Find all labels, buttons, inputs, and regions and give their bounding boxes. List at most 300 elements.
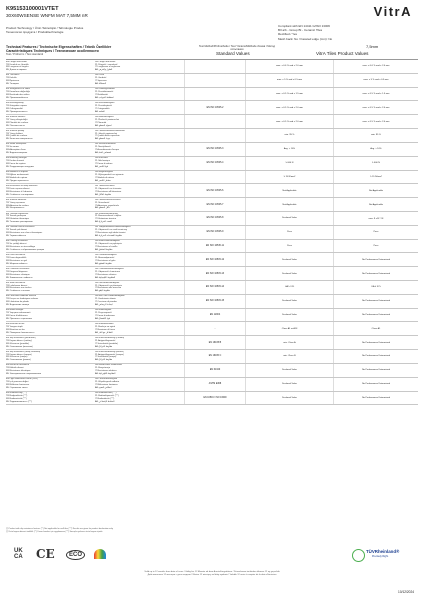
property-lang-column (6, 199, 95, 211)
vitra-value: Class A1 (333, 322, 418, 335)
standard-value: Declared Value (245, 309, 333, 322)
table-row (6, 101, 418, 115)
footnotes (6, 528, 418, 534)
standard-value: Declared Value (245, 378, 333, 391)
property-label: TR Kimyasal dayanım (6, 270, 28, 273)
property-label: AR استقامة الجوانب (95, 96, 114, 99)
vitra-value: No Performance Determined (333, 350, 418, 363)
vitra-value: No Performance Determined (333, 336, 418, 349)
property-label: RU Толщина (6, 83, 19, 86)
property-name (6, 171, 184, 184)
property-name (6, 350, 184, 363)
property-label: EN Radioactivity (***) (6, 392, 27, 395)
property-label: PL Grubość (95, 77, 107, 80)
property-label: IT Radioattività (***) (95, 397, 115, 400)
property-label: TR Lekelenme direnci (6, 284, 28, 287)
property-label: PL Prostoliniowość (95, 91, 114, 94)
property-label: FR Libération de plomb (6, 301, 29, 304)
property-name (6, 309, 184, 322)
property-label: AR معامل الكسر (95, 179, 111, 182)
property-label: EN Surface quality (6, 129, 25, 132)
vitra-value: No Performance Determined (333, 267, 418, 280)
tuv-slogan: Precisely Right. (372, 555, 389, 558)
property-name (6, 157, 184, 170)
footnote: (*) Ürün kayma direnci özellikli: (**) Duvar karoları için uygulanmaz (***) Sonuçlar yalnızca ürün beyanı içindir. (6, 530, 103, 533)
property-lang-column (6, 102, 95, 114)
property-label: IT Qualità della superficie (95, 135, 120, 138)
tech-table (6, 59, 418, 405)
property-lang-column (6, 364, 95, 376)
property-label: DE Rechtwinkligkeit (95, 102, 115, 105)
property-name (6, 322, 184, 335)
property-label: PL Antypoślizgowość (95, 339, 116, 342)
property-name (6, 364, 184, 377)
property-label: DE Dicke (95, 74, 105, 77)
table-row (6, 322, 418, 336)
vitra-value: Pass (333, 226, 418, 239)
property-lang-column (95, 337, 184, 349)
property-label: DE Wasseraufnahme (95, 143, 116, 146)
property-label: IT Scivolosità (pendolo) (95, 342, 118, 345)
standard-value: Not Applicable (245, 184, 333, 197)
vitra-value: Not Applicable (333, 184, 418, 197)
property-lang-column (6, 171, 95, 183)
property-lang-column (95, 226, 184, 238)
property-label: EN Resistance to deep abrasion (6, 184, 38, 187)
property-lang-column (6, 337, 95, 349)
property-label: RU Отражение света (6, 387, 28, 389)
property-label: DE Oberflächenbeschaffenheit (95, 129, 125, 132)
property-label: RU Радиоактивность (***) (6, 400, 32, 403)
property-label: AR مقاومة الصقيع (95, 262, 112, 265)
property-name (6, 281, 184, 294)
property-label: IT Cessione di piombo (95, 301, 117, 304)
test-standard (184, 74, 245, 87)
property-name (6, 336, 184, 349)
property-label: EN Lead and cadmium release (6, 295, 37, 298)
property-label: DE Lichtreflexionsgrad (95, 378, 118, 381)
property-label: TR Kırılma kuvveti (6, 160, 24, 163)
tuv-logo: TÜVRheinland® (366, 549, 400, 554)
test-standard: EN ISO 10545-3 (184, 143, 245, 156)
property-name (6, 392, 184, 405)
property-lang-column (6, 309, 95, 321)
property-label: FR Absorption d'eau (6, 149, 26, 152)
property-label: FR Force d'adhérence (6, 315, 28, 318)
property-label: FR Abrasion de surface (6, 204, 29, 207)
vitra-value: ≥ 600 N (333, 157, 418, 170)
property-label: DE Tiefenverschleiß (95, 184, 115, 187)
test-standard: EN ISO 10545-12 (184, 253, 245, 266)
property-label: FR Qualité de surface (6, 135, 28, 138)
property-label: FR Planéité de surface (6, 121, 29, 124)
property-lang-column (95, 254, 184, 266)
property-label: IT Resistenza agli sbalzi termici (95, 232, 126, 235)
property-label: AR النشاط الإشعاعي (95, 400, 115, 403)
property-label: TR Derin aşınma direnci (6, 187, 30, 190)
property-label: IT Modulo di rottura (95, 176, 114, 179)
standard-value: max. ± 0.5 % and ± 2.0 mm (245, 115, 333, 128)
property-label: RU Электрическое сопротивление (6, 373, 42, 376)
property-label: RU Скольжение (маятник) (6, 345, 33, 348)
property-lang-column (95, 268, 184, 280)
property-label: IT Forza di adesione (95, 315, 115, 318)
standard-value: min. Class B (245, 350, 333, 363)
property-label: TR Termal şok direnci (6, 229, 28, 232)
standard-value: min. Class A (245, 336, 333, 349)
vitra-value: No Performance Determined (333, 309, 418, 322)
property-label: IT Assorbimento d'acqua (95, 149, 119, 152)
table-row (6, 212, 418, 226)
property-lang-column (6, 74, 95, 86)
test-standard (184, 115, 245, 128)
property-label: RU Стойкость к пятнам (6, 290, 30, 293)
meta-right-line: BII a/b - Group BI - Ceramic Tiles (278, 28, 323, 33)
vitra-value: No Performance Determined (333, 295, 418, 308)
vitra-value: max. 9 x10⁻⁶/K (333, 212, 418, 225)
tech-title-line: Technical Features / Technische Eigenschaften / Teknik Özellikler (6, 45, 112, 49)
property-lang-column (95, 199, 184, 211)
property-lang-column (6, 88, 95, 100)
property-label: AR قوة الالتصاق (95, 317, 111, 320)
property-lang-column (95, 116, 184, 128)
tech-subtitle: Test / Prüfnorm / Test standardı (6, 53, 44, 56)
property-lang-column (6, 226, 95, 238)
property-label: AR السماكة (95, 83, 107, 86)
vitra-value: UA ≥ 3 Pt (333, 281, 418, 294)
property-label: PL Wytrzymałość na zginanie (95, 174, 124, 176)
property-label: RU Термостойкость (6, 235, 27, 238)
standard-value: max. ± 5 % and ± 0.5 mm (245, 74, 333, 87)
vitra-value: Pass (333, 240, 418, 253)
property-lang-column (95, 309, 184, 321)
property-label: DE Brandverhalten (95, 323, 114, 326)
property-label: EN Light reflectance value (LRV) (6, 378, 38, 381)
property-label: TR Kalınlık (6, 77, 17, 80)
vitra-value: max. ± 0.5 % and ± 1.5 mm (333, 88, 418, 101)
test-standard: EN ISO 10545-9 (184, 226, 245, 239)
property-label: TR Kayma direnci (rampa) (6, 353, 32, 356)
standard-values-header: Standard Values (216, 51, 250, 56)
property-lang-column (6, 323, 95, 335)
property-label: TR Sır çatlağı direnci (6, 243, 27, 246)
property-label: PL Uwalnianie ołowiu (95, 298, 116, 301)
vitra-value: No Performance Determined (333, 392, 418, 405)
property-label: DE Temperaturwechselbeständigkeit (95, 226, 131, 229)
property-label: IT Resistenza al cavillo (95, 245, 118, 248)
property-label: EN Surface flatness (6, 115, 26, 118)
meta-left (6, 26, 83, 34)
test-standard: EN 61340 (184, 364, 245, 377)
property-lang-column (95, 364, 184, 376)
property-name (6, 226, 184, 239)
property-lang-column (6, 61, 95, 73)
test-standard: EN ISO 10545-11 (184, 240, 245, 253)
test-standard (184, 60, 245, 73)
property-label: DE Radioaktivität (***) (95, 392, 117, 395)
table-row (6, 281, 418, 295)
property-label: TR Termal genleşme (6, 215, 27, 218)
property-label: FR Module de rupture (6, 176, 28, 179)
property-label: AR التفاعل مع النار (95, 331, 113, 334)
property-name (6, 212, 184, 225)
property-name (6, 74, 184, 87)
property-label: AR التعامد (95, 110, 105, 113)
property-label: FR Résistance chimique (6, 273, 30, 276)
property-label: AR مقاومة الصدمات الحرارية (95, 235, 122, 238)
property-label: EN Thickness (6, 74, 20, 77)
standard-value: Declared Value (245, 392, 333, 405)
property-label: EN Slip resistance (pendulum) (6, 336, 36, 339)
property-label: PL Odporność na ścieranie (95, 187, 122, 190)
property-name (6, 101, 184, 114)
standard-value: Declared Value (245, 267, 333, 280)
property-label: PL Rozszerzalność cieplna (95, 215, 122, 218)
property-label: RU Химическая стойкость (6, 276, 33, 279)
property-label: DE Bruchlast (95, 157, 108, 160)
property-label: IT Resistenza chimica (95, 273, 117, 276)
rainbow-icon (94, 549, 106, 559)
property-label: DE Chemikalienbeständigkeit (95, 267, 124, 270)
property-label: RU Качество поверхности (6, 138, 33, 141)
standard-value: max. ± 0.6 % and ± 2.0 mm (245, 60, 333, 73)
property-name (6, 378, 184, 391)
property-label: AR المقاومة الكهربائية (95, 373, 116, 376)
property-label: PL Odporność na pęknięcia (95, 243, 122, 246)
property-lang-column (95, 130, 184, 142)
property-lang-column (95, 378, 184, 390)
property-label: EN Rectangularity (6, 102, 24, 105)
property-label: FR Longueur et largeur (6, 66, 29, 69)
table-row (6, 184, 418, 198)
property-label: PL Prostokątność (95, 104, 113, 107)
standard-value: Declared Value (245, 295, 333, 308)
property-label: EN Bond strength (6, 309, 24, 312)
table-row (6, 364, 418, 378)
standard-value: Declared Value (245, 364, 333, 377)
property-label: IT Resistenza alle macchie (95, 287, 122, 290)
green-circle-icon (352, 549, 365, 562)
property-label: TR Su emme (6, 146, 19, 149)
property-label: FR Résistance aux taches (6, 287, 32, 290)
validity-note (6, 571, 418, 577)
property-name (6, 295, 184, 308)
property-label: TR Yüzey kalitesi (6, 132, 23, 135)
property-label: FR Glissance (pendule) (6, 342, 29, 345)
test-standard: EN ISO 10545-7 (184, 198, 245, 211)
property-label: IT Ortogonalità (95, 107, 110, 110)
property-label: EN Water absorption (6, 143, 27, 146)
property-name (6, 240, 184, 253)
standard-value: Class A1 or A1fl (245, 322, 333, 335)
property-label: DE Haftfestigkeit (95, 309, 112, 312)
property-label: FR Orthogonalité (6, 107, 23, 110)
property-label: TR Kenarların doğruluğu (6, 91, 30, 94)
eco-logo: ECO (66, 550, 85, 560)
standard-value: Pass (245, 240, 333, 253)
test-standard (184, 88, 245, 101)
property-lang-column (95, 323, 184, 335)
property-name (6, 253, 184, 266)
vitra-value: No Performance Determined (333, 253, 418, 266)
property-label: IT Resistenza elettrica (95, 370, 117, 373)
property-name (6, 115, 184, 128)
property-lang-column (6, 282, 95, 294)
property-lang-column (95, 102, 184, 114)
test-standard: EN ISO 10545-8 (184, 212, 245, 225)
meta-right-line: Rectified / Yes (278, 32, 298, 37)
test-standard: EN ISO 10545-13 (184, 267, 245, 280)
test-standard: - (184, 322, 245, 335)
property-name (6, 267, 184, 280)
property-label: TR Dona dayanıklılık (6, 256, 27, 259)
property-label: AR تآكل السطح (95, 207, 110, 210)
property-label: AR المقاومة الكيميائية (95, 276, 116, 279)
property-label: DE Ebenflächigkeit (95, 115, 114, 118)
standard-value: max. ± 0.5 % and ± 2.0 mm (245, 101, 333, 114)
property-label: TR Gönyeden sapma (6, 104, 27, 107)
property-lang-column (95, 74, 184, 86)
property-label: TR Radyoaktivite (***) (6, 395, 28, 397)
vitra-value: Avg. > 10% (333, 143, 418, 156)
property-label: AR امتصاص الماء (95, 152, 112, 155)
property-label: DE Rutschhemmung (Pendel) (95, 336, 125, 339)
standard-value: Declared Value (245, 212, 333, 225)
property-label: RU Скольжение (рампа) (6, 359, 31, 362)
table-row (6, 267, 418, 281)
table-row (6, 392, 418, 406)
property-label: RU Прямолинейность (6, 96, 29, 99)
property-name (6, 60, 184, 73)
property-label: RU Пожарная безопасность (6, 331, 35, 334)
property-lang-column (95, 171, 184, 183)
property-label: EN Stain resistance (6, 281, 26, 284)
property-label: EN Modulus of rupture (6, 171, 28, 174)
property-lang-column (6, 254, 95, 266)
property-label: DE Wärmeausdehnung (95, 212, 118, 215)
test-standard: EN 12004 (184, 309, 245, 322)
property-label: EN Thermal expansion (6, 212, 29, 215)
table-row (6, 240, 418, 254)
property-label: TR Kurşun ve kadmiyum salınımı (6, 298, 39, 301)
property-label: IT Scivolosità (rampa) (95, 356, 117, 359)
property-label: EN Reaction to fire (6, 323, 25, 326)
property-name (6, 88, 184, 101)
standard-value: Declared Value (245, 253, 333, 266)
property-label: DE Blei- und Cadmiumabgabe (95, 295, 125, 298)
property-lang-column (95, 143, 184, 155)
property-label: PL Radioaktywność (***) (95, 395, 119, 397)
footnote: (*) Product with slip resistance feature: (**) Not applicable for wall tiles (***) Results are given for product declaration only. (6, 528, 114, 530)
property-lang-column (6, 130, 95, 142)
property-label: DE Rutschhemmung (Barfuß) (95, 350, 124, 353)
property-lang-column (95, 240, 184, 252)
vitra-value: max. ± 0.6 % and ± 2.0 mm (333, 60, 418, 73)
property-label: IT Abrasione superficiale (95, 204, 119, 207)
property-label: TR Eğilme mukavemeti (6, 174, 29, 176)
property-label: DE Länge und Breite (95, 60, 116, 63)
test-standard: EN ISO 10545-15 (184, 295, 245, 308)
property-label: EN Frost resistance (6, 253, 26, 256)
property-label: PL Współczynnik odbicia (95, 381, 120, 384)
property-label: FR Résistance au gel (6, 259, 27, 262)
property-label: FR Résistance aux chocs thermiques (6, 232, 43, 235)
property-label: IT Resistenza all'abrasione (95, 190, 122, 193)
property-lang-column (6, 240, 95, 252)
property-label: IT Forza di rottura (95, 163, 113, 166)
product-name: 30X60WSENSE WNFM MAT 7,5MM nR (6, 13, 88, 18)
table-row (6, 350, 418, 364)
vitra-value: max. ± 5 % and ± 0.5 mm (333, 74, 418, 87)
property-label: IT Resistenza al gelo (95, 259, 116, 262)
property-label: EN Crazing resistance (6, 240, 28, 243)
meta-right-line: Mesh back: No / Faceted edge (mm): No (278, 36, 333, 41)
property-label: AR مقاومة التشقق (95, 248, 113, 251)
table-row (6, 157, 418, 171)
property-label: RU Плоскостность (6, 124, 25, 127)
property-name (6, 129, 184, 142)
test-standard: EN ISO 10545-6 (184, 184, 245, 197)
property-label: RU Длина и ширина (6, 69, 27, 72)
property-lang-column (6, 295, 95, 307)
table-row (6, 88, 418, 102)
property-label: DE Frostbeständigkeit (95, 253, 117, 256)
property-label: FR Rectitude des arêtes (6, 94, 30, 97)
vitra-value: max. ± 0.5 % and ± 2.0 mm (333, 101, 418, 114)
property-label: FR Glissance (rampe) (6, 356, 28, 359)
issue-date: 10/12/2024 (398, 590, 414, 594)
property-lang-column (6, 268, 95, 280)
property-label: PL Nasiąkliwość (95, 146, 111, 149)
property-lang-column (6, 143, 95, 155)
table-row (6, 309, 418, 323)
test-standard: EN ISO 10545-14 (184, 281, 245, 294)
property-label: AR التمدد الحراري (95, 221, 112, 224)
product-code: K95153100001VTET (6, 6, 59, 12)
property-name (6, 198, 184, 211)
standard-value: Avg. > 10% (245, 143, 333, 156)
table-row (6, 171, 418, 185)
property-label: AR انعكاس الضوء (95, 387, 112, 389)
property-label: RU Стойкость к истиранию (6, 193, 34, 196)
property-label: RU Выделение свинца (6, 304, 30, 307)
property-label: IT Spessore (95, 80, 107, 83)
property-label: AR استواء السطح (95, 124, 112, 127)
property-label: FR Réflexion lumineuse (6, 384, 30, 387)
property-label: FR Radioactivité (***) (6, 397, 27, 400)
property-label: EN Thermal shock resistance (6, 226, 35, 229)
property-lang-column (6, 116, 95, 128)
table-row (6, 143, 418, 157)
vitra-value: No Performance Determined (333, 378, 418, 391)
property-label: TR Yangına tepki (6, 325, 23, 328)
property-label: DE Biegefestigkeit (95, 171, 113, 174)
brand-logo: VitrA (373, 4, 412, 19)
property-lang-column (6, 392, 95, 404)
property-label: PL Reakcja na ogień (95, 325, 116, 328)
property-label: IT Riflessione luminosa (95, 384, 118, 387)
table-row (6, 74, 418, 88)
property-label: TR Işık yansıma değeri (6, 381, 29, 384)
table-row (6, 115, 418, 129)
table-row (6, 129, 418, 143)
property-label: IT Rettilineità (95, 94, 108, 97)
table-row (6, 295, 418, 309)
standard-value: ≥ 600 N (245, 157, 333, 170)
property-label: AR انبعاث الرصاص (95, 304, 113, 307)
property-label: FR Force de rupture (6, 163, 26, 166)
property-label: EN Surface abrasion (6, 198, 27, 201)
